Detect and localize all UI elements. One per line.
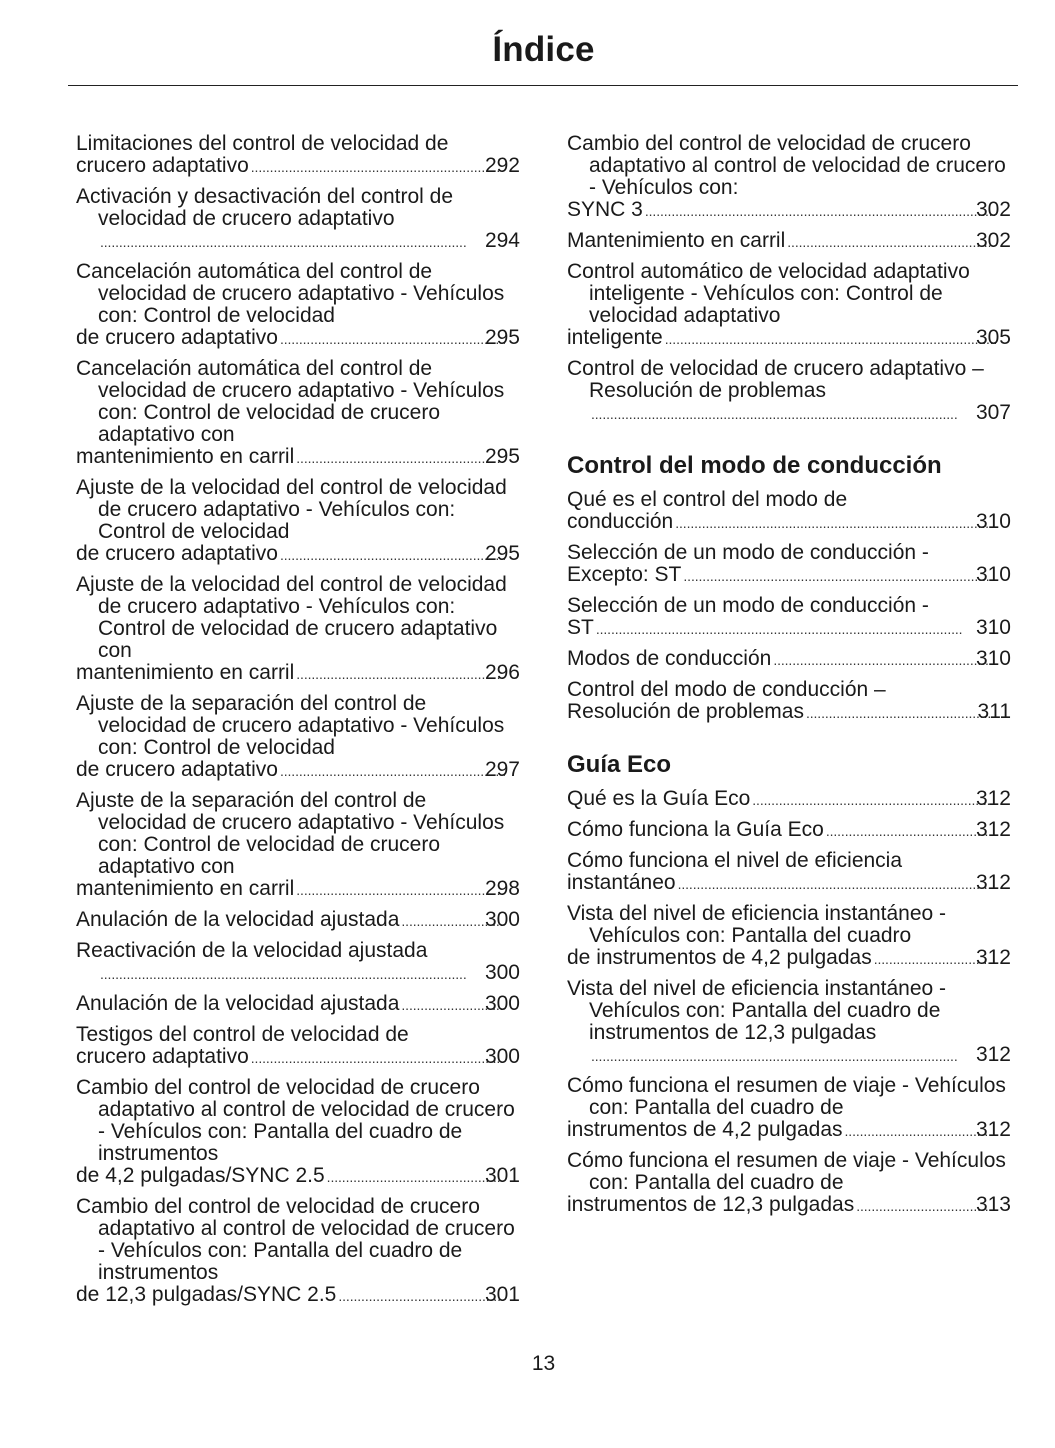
page-title: Índice [492, 30, 595, 69]
dot-leader [280, 327, 505, 350]
page-ref[interactable]: 296 [484, 661, 520, 684]
index-entry[interactable] [567, 595, 1011, 640]
entry-title-end: de crucero adaptativo [76, 542, 278, 565]
entry-title-end: Cómo funciona la Guía Eco [567, 818, 824, 841]
dot-leader [752, 788, 996, 811]
entry-title-end: Excepto: ST [567, 563, 682, 586]
dot-leader [826, 819, 996, 842]
page-number: 13 [531, 1352, 556, 1375]
dot-leader [100, 230, 505, 253]
entry-title-end: de 4,2 pulgadas/SYNC 2.5 [76, 1164, 325, 1187]
entry-title-end: mantenimiento en carril [76, 445, 295, 468]
dot-leader [856, 1194, 996, 1217]
entry-title: Limitaciones del control de velocidad de [76, 132, 449, 155]
index-entry[interactable] [76, 358, 520, 469]
entry-title-end: de 12,3 pulgadas/SYNC 2.5 [76, 1283, 337, 1306]
entry-title: Cómo funciona el resumen de viaje - Vehículos con: Pantalla del cuadro de [567, 1074, 1006, 1119]
index-entry[interactable] [567, 978, 1011, 1067]
index-entry[interactable] [567, 230, 1011, 253]
entry-title: Ajuste de la velocidad del control de velocidad de crucero adaptativo - Vehículos con: Control de velocidad [76, 476, 507, 543]
entry-title: Selección de un modo de conducción - [567, 541, 929, 564]
page-ref[interactable]: 295 [484, 445, 520, 468]
index-entry[interactable] [76, 574, 520, 685]
dot-leader [678, 872, 996, 895]
entry-title: Cancelación automática del control de velocidad de crucero adaptativo - Vehículos con: Control de velocidad [76, 260, 505, 327]
page-ref[interactable]: 312 [975, 1043, 1011, 1066]
entry-title-end: Modos de conducción [567, 647, 772, 670]
page-ref[interactable]: 302 [975, 229, 1011, 252]
index-entry[interactable] [567, 542, 1011, 587]
page-ref[interactable]: 312 [975, 946, 1011, 969]
entry-title: Cómo funciona el resumen de viaje - Vehículos con: Pantalla del cuadro de [567, 1149, 1006, 1194]
entry-title-end: Anulación de la velocidad ajustada [76, 992, 400, 1015]
page-ref[interactable]: 311 [977, 700, 1011, 723]
dot-leader [296, 662, 505, 685]
index-entry[interactable] [567, 1075, 1011, 1142]
page-ref[interactable]: 302 [975, 198, 1011, 221]
entry-title-end: Mantenimiento en carril [567, 229, 786, 252]
page-ref[interactable]: 301 [484, 1164, 520, 1187]
page-ref[interactable]: 310 [975, 647, 1011, 670]
page-ref[interactable]: 312 [975, 1118, 1011, 1141]
index-entry[interactable] [76, 261, 520, 350]
index-entry[interactable] [76, 477, 520, 566]
page-ref[interactable]: 307 [975, 401, 1011, 424]
entry-title-end: SYNC 3 [567, 198, 643, 221]
entry-title: Control de velocidad de crucero adaptativo – Resolución de problemas [567, 357, 984, 402]
entry-title: Control automático de velocidad adaptativo inteligente - Vehículos con: Control de velocidad adaptativo [567, 260, 970, 327]
entry-title: Ajuste de la separación del control de velocidad de crucero adaptativo - Vehículos con: Control de velocidad [76, 692, 505, 759]
entry-title-end: instantáneo [567, 871, 676, 894]
entry-title-end: de crucero adaptativo [76, 758, 278, 781]
entry-title: Cancelación automática del control de velocidad de crucero adaptativo - Vehículos con: Control de velocidad de crucero adaptativo con [76, 357, 505, 446]
entry-title: Activación y desactivación del control de velocidad de crucero adaptativo [76, 185, 454, 230]
index-entry[interactable] [567, 850, 1011, 895]
dot-leader [280, 543, 505, 566]
dot-leader [591, 402, 996, 425]
page-ref[interactable]: 305 [975, 326, 1011, 349]
index-entry[interactable] [567, 903, 1011, 970]
index-entry[interactable] [76, 186, 520, 253]
dot-leader [596, 617, 996, 640]
page-ref[interactable]: 294 [484, 229, 520, 252]
dot-leader [100, 962, 505, 985]
entry-title: Testigos del control de velocidad de [76, 1023, 409, 1046]
entry-title-end: ST [567, 616, 594, 639]
entry-title-end: crucero adaptativo [76, 1045, 249, 1068]
index-entry[interactable] [567, 358, 1011, 425]
dot-leader [280, 759, 505, 782]
entry-title: Control del modo de conducción – [567, 678, 886, 701]
index-entry[interactable] [567, 1150, 1011, 1217]
dot-leader [327, 1165, 505, 1188]
page-ref[interactable]: 313 [975, 1193, 1011, 1216]
entry-title: Cómo funciona el nivel de eficiencia [567, 849, 903, 872]
dot-leader [845, 1119, 996, 1142]
entry-title: Vista del nivel de eficiencia instantáneo - Vehículos con: Pantalla del cuadro de instrumentos de 12,3 pulgadas [567, 977, 947, 1044]
page-ref[interactable]: 292 [484, 154, 520, 177]
index-entry[interactable] [76, 993, 520, 1016]
index-entry[interactable] [567, 679, 1011, 724]
entry-title: Ajuste de la separación del control de velocidad de crucero adaptativo - Vehículos con: Control de velocidad de crucero adaptativo con [76, 789, 505, 878]
page-ref[interactable]: 297 [484, 758, 520, 781]
index-entry[interactable] [76, 693, 520, 782]
page-ref[interactable]: 300 [484, 908, 520, 931]
page-ref[interactable]: 295 [484, 326, 520, 349]
entry-title-end: Resolución de problemas [567, 700, 804, 723]
page-ref[interactable]: 300 [484, 1045, 520, 1068]
entry-title-end: Anulación de la velocidad ajustada [76, 908, 400, 931]
page-ref[interactable]: 312 [975, 818, 1011, 841]
entry-title: Cambio del control de velocidad de crucero adaptativo al control de velocidad de crucero - Vehículos con: Pantalla del cuadro de instrumentos [76, 1195, 515, 1284]
entry-title: Selección de un modo de conducción - [567, 594, 929, 617]
entry-title-end: de crucero adaptativo [76, 326, 278, 349]
entry-title: Qué es el control del modo de [567, 488, 848, 511]
section-heading: Guía Eco [567, 751, 672, 778]
entry-title: Cambio del control de velocidad de crucero adaptativo al control de velocidad de crucero - Vehículos con: Pantalla del cuadro de instrumentos [76, 1076, 515, 1165]
entry-title-end: instrumentos de 4,2 pulgadas [567, 1118, 843, 1141]
page-ref[interactable]: 312 [975, 787, 1011, 810]
index-entry[interactable] [76, 133, 520, 178]
dot-leader [296, 446, 505, 469]
dot-leader [675, 511, 996, 534]
index-column-left [76, 133, 520, 1315]
entry-title: Ajuste de la velocidad del control de velocidad de crucero adaptativo - Vehículos con: Control de velocidad de crucero adaptativo con [76, 573, 507, 662]
dot-leader [296, 878, 505, 901]
dot-leader [787, 230, 996, 253]
entry-title-end: inteligente [567, 326, 663, 349]
index-entry[interactable] [567, 648, 1011, 671]
entry-title-end: conducción [567, 510, 674, 533]
dot-leader [665, 327, 996, 350]
index-entry[interactable] [76, 1196, 520, 1307]
dot-leader [645, 199, 996, 222]
entry-title-end: instrumentos de 12,3 pulgadas [567, 1193, 855, 1216]
page-ref[interactable]: 295 [484, 542, 520, 565]
index-entry[interactable] [567, 489, 1011, 534]
index-entry[interactable] [567, 819, 1011, 842]
index-entry[interactable] [76, 1077, 520, 1188]
page-ref[interactable]: 300 [484, 961, 520, 984]
entry-title: Reactivación de la velocidad ajustada [76, 939, 428, 962]
title-divider [68, 85, 1018, 86]
index-entry[interactable] [567, 133, 1011, 222]
entry-title-end: Qué es la Guía Eco [567, 787, 751, 810]
dot-leader [806, 701, 998, 724]
index-entry[interactable] [567, 261, 1011, 350]
index-entry[interactable] [76, 909, 520, 932]
entry-title-end: mantenimiento en carril [76, 661, 295, 684]
page-ref[interactable]: 310 [975, 616, 1011, 639]
index-entry[interactable] [76, 790, 520, 901]
entry-title-end: de instrumentos de 4,2 pulgadas [567, 946, 872, 969]
dot-leader [251, 1046, 505, 1069]
dot-leader [251, 155, 505, 178]
entry-title-end: mantenimiento en carril [76, 877, 295, 900]
index-entry[interactable] [76, 940, 520, 985]
page-ref[interactable]: 301 [484, 1283, 520, 1306]
page-ref[interactable]: 312 [975, 871, 1011, 894]
dot-leader [338, 1284, 505, 1307]
page-ref[interactable]: 298 [484, 877, 520, 900]
dot-leader [773, 648, 996, 671]
dot-leader [591, 1044, 996, 1067]
index-entry[interactable] [567, 788, 1011, 811]
index-entry[interactable] [76, 1024, 520, 1069]
index-column-right [567, 133, 1011, 1225]
entry-title: Vista del nivel de eficiencia instantáneo - Vehículos con: Pantalla del cuadro [567, 902, 947, 947]
dot-leader [683, 564, 996, 587]
page-ref[interactable]: 310 [975, 510, 1011, 533]
entry-title: Cambio del control de velocidad de crucero adaptativo al control de velocidad de crucero - Vehículos con: [567, 132, 1006, 199]
entry-title-end: crucero adaptativo [76, 154, 249, 177]
section-heading: Control del modo de conducción [567, 452, 942, 479]
page-ref[interactable]: 310 [975, 563, 1011, 586]
page-ref[interactable]: 300 [484, 992, 520, 1015]
